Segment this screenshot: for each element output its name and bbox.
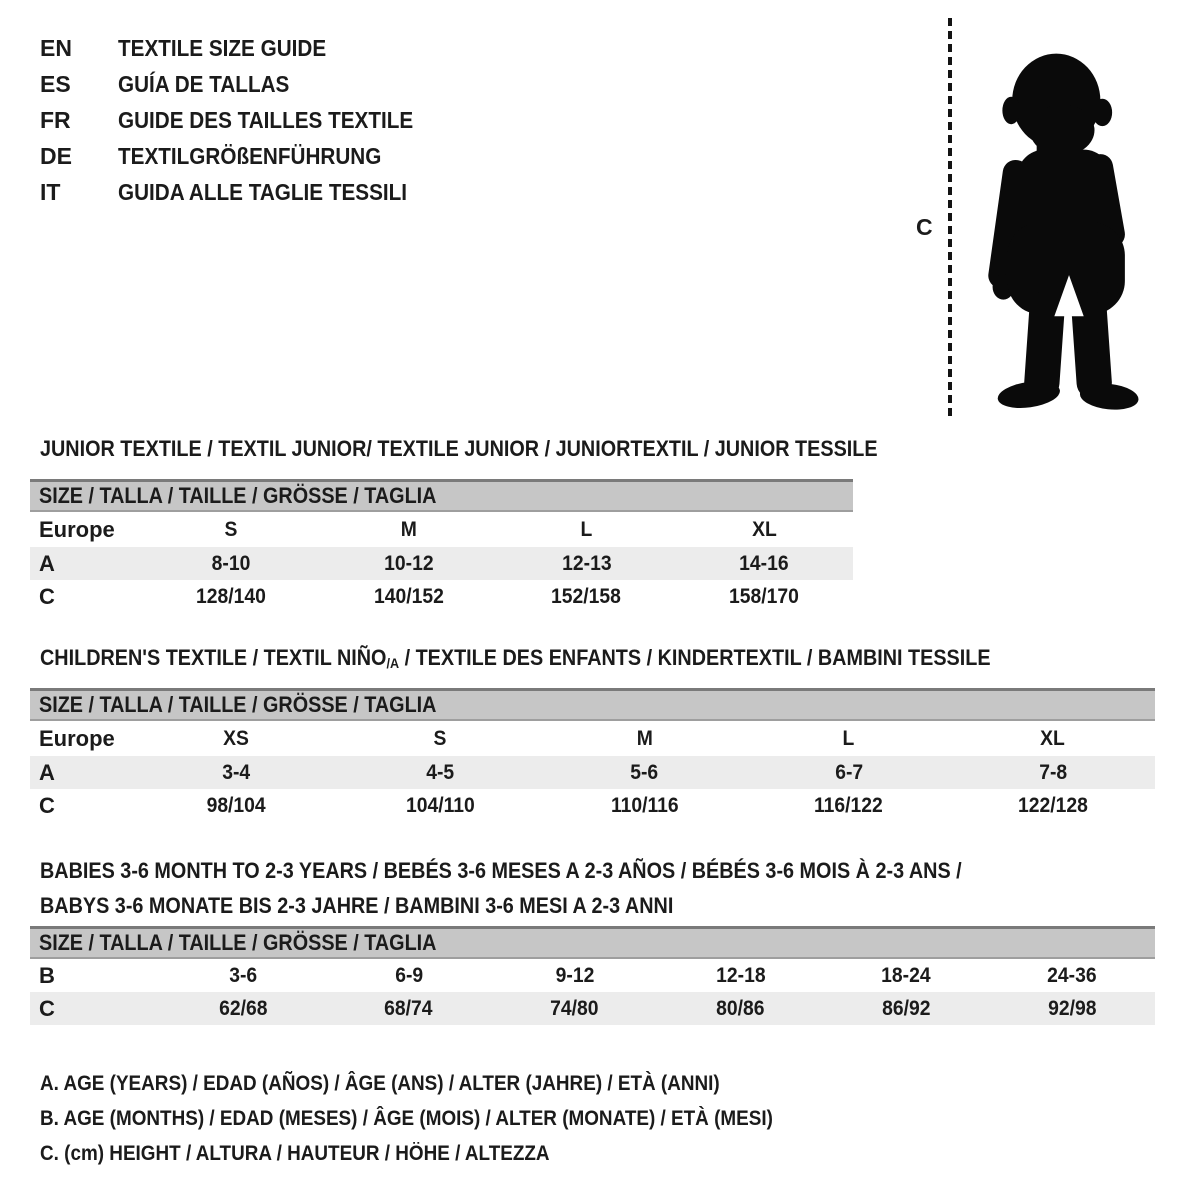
size-cell: XL [1040, 726, 1066, 750]
size-cell: L [842, 726, 855, 750]
age-cell: 9-12 [555, 963, 594, 987]
row-label: Europe [39, 516, 115, 542]
age-cell: 6-7 [834, 760, 863, 784]
language-title: GUIDE DES TAILLES TEXTILE [118, 106, 414, 133]
height-cell: 152/158 [551, 584, 622, 608]
age-cell: 5-6 [630, 760, 659, 784]
row-label: A [39, 550, 55, 576]
row-label: A [39, 759, 55, 785]
table-row-europe [30, 512, 853, 547]
legend-line-b: B. AGE (MONTHS) / EDAD (MESES) / ÂGE (MOIS) / ALTER (MONATE) / ETÀ (MESI) [40, 1107, 773, 1130]
children-size-table [30, 688, 1155, 822]
height-cell: 62/68 [218, 996, 268, 1020]
babies-size-table [30, 926, 1155, 1025]
height-cell: 80/86 [716, 996, 765, 1020]
height-cell: 98/104 [206, 793, 266, 817]
height-cell: 122/128 [1017, 793, 1088, 817]
babies-section-title-line2: BABYS 3-6 MONATE BIS 2-3 JAHRE / BAMBINI 3-6 MESI A 2-3 ANNI [40, 893, 674, 918]
gender-subscript: /A [386, 655, 400, 671]
age-cell: 10-12 [383, 551, 434, 575]
size-header-bar: SIZE / TALLA / TAILLE / GRÖSSE / TAGLIA [30, 688, 1155, 721]
language-code: IT [40, 178, 61, 205]
age-cell: 7-8 [1038, 760, 1067, 784]
table-row-age-months [30, 959, 1155, 992]
height-cell: 104/110 [405, 793, 475, 817]
height-cell: 128/140 [195, 584, 266, 608]
table-row-height [30, 580, 853, 613]
language-title: TEXTILGRÖßENFÜHRUNG [118, 142, 382, 169]
height-cell: 110/116 [610, 793, 679, 817]
size-cell: XS [223, 726, 249, 750]
legend-line-a: A. AGE (YEARS) / EDAD (AÑOS) / ÂGE (ANS) / ALTER (JAHRE) / ETÀ (ANNI) [40, 1072, 720, 1095]
size-header-bar: SIZE / TALLA / TAILLE / GRÖSSE / TAGLIA [30, 926, 1155, 959]
language-code: DE [40, 142, 72, 169]
language-row-fr [40, 102, 446, 138]
age-cell: 14-16 [739, 551, 789, 575]
size-cell: XL [751, 517, 777, 541]
language-title: TEXTILE SIZE GUIDE [118, 34, 327, 61]
height-cell: 74/80 [550, 996, 599, 1020]
junior-size-table [30, 479, 853, 613]
row-label: Europe [39, 725, 115, 751]
language-title: GUIDA ALLE TAGLIE TESSILI [118, 178, 408, 205]
row-label: C [39, 995, 55, 1021]
row-label: B [39, 962, 55, 988]
size-cell: S [433, 726, 447, 750]
size-cell: M [400, 517, 417, 541]
row-label: C [39, 583, 55, 609]
age-cell: 3-4 [222, 760, 251, 784]
language-code: FR [40, 106, 71, 133]
legend-line-c: C. (cm) HEIGHT / ALTURA / HAUTEUR / HÖHE / ALTEZZA [40, 1142, 550, 1165]
language-row-es [40, 66, 446, 102]
height-dashed-line [948, 18, 952, 416]
age-cell: 4-5 [426, 760, 455, 784]
table-row-age [30, 547, 853, 580]
size-cell: M [636, 726, 653, 750]
size-cell: L [580, 517, 593, 541]
language-row-it [40, 174, 446, 210]
size-cell: S [224, 517, 238, 541]
language-row-de [40, 138, 446, 174]
size-header-bar: SIZE / TALLA / TAILLE / GRÖSSE / TAGLIA [30, 479, 853, 512]
language-row-en [40, 30, 446, 66]
babies-section-title-line1: BABIES 3-6 MONTH TO 2-3 YEARS / BEBÉS 3-6 MESES A 2-3 AÑOS / BÉBÉS 3-6 MOIS À 2-3 ANS / [40, 858, 962, 883]
table-row-age [30, 756, 1155, 789]
table-row-europe [30, 721, 1155, 756]
height-cell: 92/98 [1047, 996, 1097, 1020]
age-cell: 12-13 [561, 551, 612, 575]
height-cell: 68/74 [384, 996, 433, 1020]
age-cell: 24-36 [1047, 963, 1097, 987]
age-cell: 8-10 [211, 551, 251, 575]
baby-silhouette-icon [972, 46, 1168, 418]
children-section-title: CHILDREN'S TEXTILE / TEXTIL $NIÑO_{/A}$ / TEXTILE DES ENFANTS / KINDERTEXTIL / BAMBINI TESSILE [40, 645, 991, 671]
height-measure-label: C [916, 214, 933, 240]
height-cell: 116/122 [814, 793, 884, 817]
height-cell: 86/92 [882, 996, 931, 1020]
height-cell: 140/152 [373, 584, 444, 608]
language-code: ES [40, 70, 71, 97]
table-row-height [30, 789, 1155, 822]
age-cell: 18-24 [881, 963, 931, 987]
language-list [40, 30, 446, 210]
age-cell: 6-9 [394, 963, 423, 987]
age-cell: 12-18 [715, 963, 766, 987]
junior-section-title: JUNIOR TEXTILE / TEXTIL JUNIOR/ TEXTILE JUNIOR / JUNIORTEXTIL / JUNIOR TESSILE [40, 436, 878, 461]
height-cell: 158/170 [729, 584, 800, 608]
row-label: C [39, 792, 55, 818]
age-cell: 3-6 [228, 963, 257, 987]
language-code: EN [40, 34, 72, 61]
language-title: GUÍA DE TALLAS [118, 70, 290, 97]
table-row-height [30, 992, 1155, 1025]
